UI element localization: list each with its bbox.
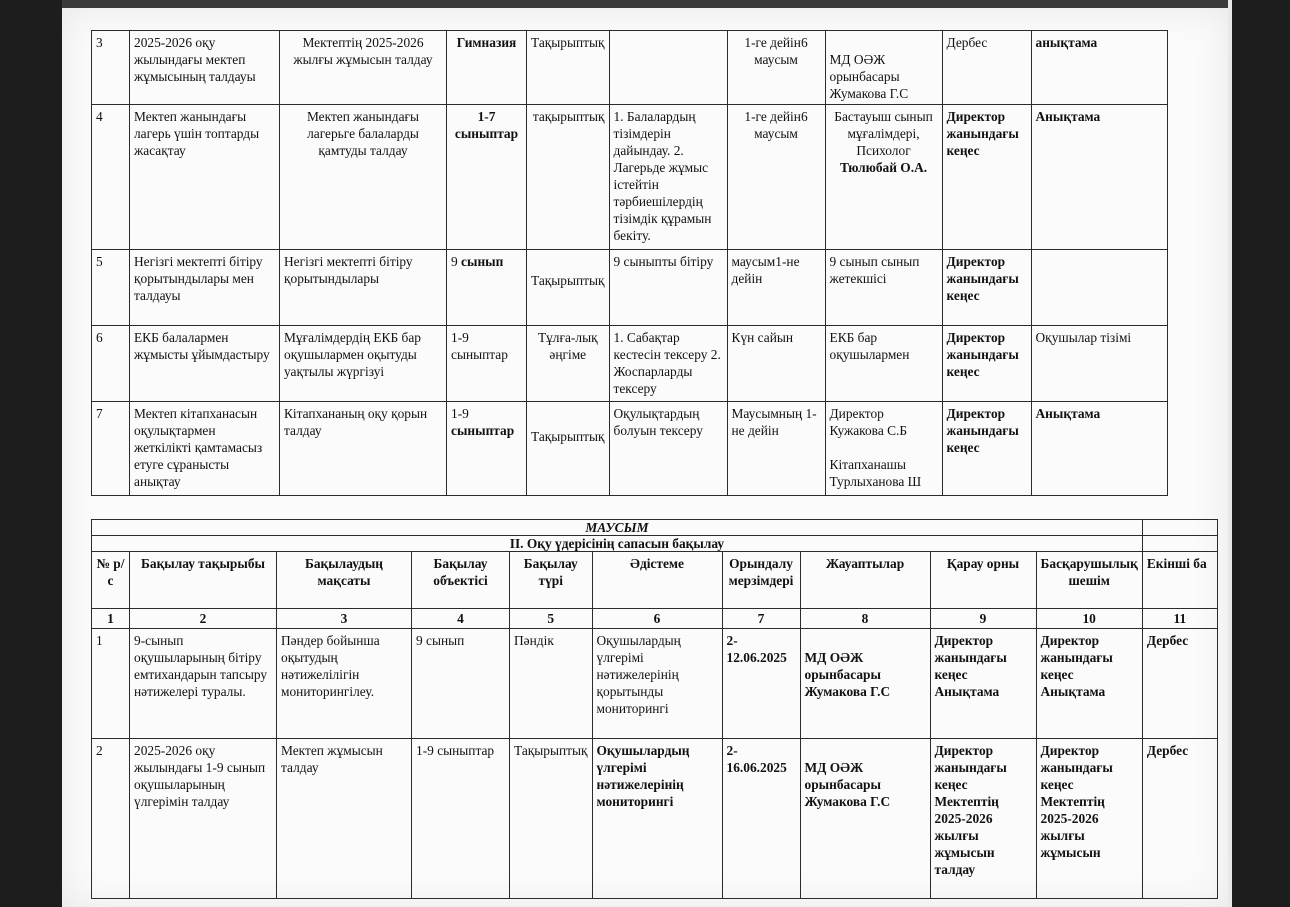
management-decision: Анықтама	[1031, 402, 1167, 496]
object-unit: сыныптар	[451, 423, 515, 438]
control-responsible	[825, 105, 942, 250]
review-place: Директор жанындағы кеңес	[942, 105, 1031, 250]
row-number: 6	[92, 326, 130, 402]
control-object: Гимназия	[447, 31, 527, 105]
object-number: 9	[451, 254, 462, 269]
control-method: Оқушылардың үлгерімі нәтижелерінің мониторингі	[592, 739, 722, 899]
control-topic: Мектеп жанындағы лагерь үшін топтарды жасақтау	[130, 105, 280, 250]
col-num: 2	[130, 609, 277, 629]
col-num: 11	[1142, 609, 1217, 629]
header-purpose: Бақылаудың мақсаты	[277, 552, 412, 609]
photo-top-edge	[62, 0, 1228, 8]
object-number: 1-9	[451, 406, 469, 421]
header-row	[92, 552, 1218, 609]
control-responsible: ЕКБ бар оқушылармен	[825, 326, 942, 402]
control-purpose: Кітапхананың оқу қорын талдау	[280, 402, 447, 496]
header-second: Екінші ба	[1142, 552, 1217, 609]
control-method: Оқушылардың үлгерімі нәтижелерінің қорытынды мониторингі	[592, 629, 722, 739]
control-deadline: 1-ге дейін6 маусым	[727, 105, 825, 250]
review-place: Дербес	[942, 31, 1031, 105]
header-responsible: Жауаптылар	[800, 552, 930, 609]
control-responsible: МД ОӘЖ орынбасары Жумакова Г.С	[800, 629, 930, 739]
control-purpose: Мектеп жанындағы лагерьге балаларды қамтуды талдау	[280, 105, 447, 250]
control-type: Тақырыптық	[527, 402, 610, 496]
control-method: 1. Балалардың тізімдерін дайындау. 2. Лагерьде жұмыс істейтін тәрбиешілердің тізімдік құрамын бекіту.	[609, 105, 727, 250]
responsible-text: Директор Кужакова С.Б	[829, 406, 908, 438]
review-place: Директор жанындағы кеңес Анықтама	[930, 629, 1036, 739]
control-object: 1-7 сыныптар	[447, 105, 527, 250]
control-responsible	[825, 402, 942, 496]
table-row	[92, 326, 1168, 402]
table-row	[92, 105, 1168, 250]
photo-right-edge	[1228, 0, 1232, 907]
header-deadline: Орындалу мерзімдері	[722, 552, 800, 609]
management-decision: Директор жанындағы кеңес Мектептің 2025-2026 жылғы жұмысын	[1036, 739, 1142, 899]
control-type: Тақырыптық	[510, 739, 593, 899]
col-num: 7	[722, 609, 800, 629]
column-number-row	[92, 609, 1218, 629]
management-decision	[1031, 250, 1167, 326]
review-place: Директор жанындағы кеңес	[942, 250, 1031, 326]
control-type: тақырыптық	[527, 105, 610, 250]
header-topic: Бақылау тақырыбы	[130, 552, 277, 609]
row-number: 7	[92, 402, 130, 496]
control-method: Оқулықтардың болуын тексеру	[609, 402, 727, 496]
control-topic: Мектеп кітапханасын оқулықтармен жеткілікті қамтамасыз етуге сұранысты анықтау	[130, 402, 280, 496]
col-num: 4	[412, 609, 510, 629]
control-deadline: 2-12.06.2025	[722, 629, 800, 739]
header-method: Әдістеме	[592, 552, 722, 609]
control-type: Тұлға-лық әңгіме	[527, 326, 610, 402]
row-number: 5	[92, 250, 130, 326]
col-num: 1	[92, 609, 130, 629]
responsible-text: Бастауыш сынып мұғалімдері, Психолог	[834, 109, 933, 158]
control-type: Пәндік	[510, 629, 593, 739]
control-object	[447, 250, 527, 326]
header-decision: Басқарушылық шешім	[1036, 552, 1142, 609]
col-num: 10	[1036, 609, 1142, 629]
control-object: 1-9 сыныптар	[447, 326, 527, 402]
management-decision: анықтама	[1031, 31, 1167, 105]
section-row-extra	[1142, 536, 1217, 552]
row-number: 2	[92, 739, 130, 899]
control-topic: 2025-2026 оқу жылындағы 1-9 сынып оқушыларының үлгерімін талдау	[130, 739, 277, 899]
management-decision: Директор жанындағы кеңес Анықтама	[1036, 629, 1142, 739]
col-num: 8	[800, 609, 930, 629]
col-num: 6	[592, 609, 722, 629]
header-number: № р/с	[92, 552, 130, 609]
librarian-text: Кітапханашы Турлыханова Ш	[829, 457, 922, 489]
header-place: Қарау орны	[930, 552, 1036, 609]
control-purpose: Мектеп жұмысын талдау	[277, 739, 412, 899]
review-place: Директор жанындағы кеңес Мектептің 2025-2026 жылғы жұмысын талдау	[930, 739, 1036, 899]
table-row	[92, 402, 1168, 496]
section-title: II. Оқу үдерісінің сапасын бақылау	[92, 536, 1143, 552]
review-place: Директор жанындағы кеңес	[942, 402, 1031, 496]
table-row	[92, 629, 1218, 739]
june-control-table	[91, 519, 1218, 899]
control-method: 1. Сабақтар кестесін тексеру 2. Жоспарларды тексеру	[609, 326, 727, 402]
control-deadline: 1-ге дейін6 маусым	[727, 31, 825, 105]
control-type: Тақырыптық	[527, 31, 610, 105]
control-responsible: МД ОӘЖ орынбасары Жумакова Г.С	[800, 739, 930, 899]
col-num: 3	[277, 609, 412, 629]
control-topic: 9-сынып оқушыларының бітіру емтихандарын тапсыру нәтижелері туралы.	[130, 629, 277, 739]
control-purpose: Пәндер бойынша оқытудың нәтижелілігін мониторингілеу.	[277, 629, 412, 739]
review-place: Директор жанындағы кеңес	[942, 326, 1031, 402]
col-num: 9	[930, 609, 1036, 629]
control-deadline: 2-16.06.2025	[722, 739, 800, 899]
second-control: Дербес	[1142, 739, 1217, 899]
control-object	[447, 402, 527, 496]
control-type: Тақырыптық	[527, 250, 610, 326]
header-type: Бақылау түрі	[510, 552, 593, 609]
control-method	[609, 31, 727, 105]
control-purpose: Мұғалімдердің ЕКБ бар оқушылармен оқытуды уақтылы жүргізуі	[280, 326, 447, 402]
row-number: 3	[92, 31, 130, 105]
management-decision: Анықтама	[1031, 105, 1167, 250]
control-responsible: МД ОӘЖ орынбасары Жумакова Г.С	[825, 31, 942, 105]
control-object: 9 сынып	[412, 629, 510, 739]
month-row	[92, 520, 1218, 536]
month-title: МАУСЫМ	[92, 520, 1143, 536]
control-topic: 2025-2026 оқу жылындағы мектеп жұмысының талдауы	[130, 31, 280, 105]
control-topic: ЕКБ балалармен жұмысты ұйымдастыру	[130, 326, 280, 402]
month-row-extra	[1142, 520, 1217, 536]
responsible-name: Тюлюбай О.А.	[839, 160, 928, 175]
table-row	[92, 739, 1218, 899]
control-deadline: маусым1-не дейін	[727, 250, 825, 326]
row-number: 4	[92, 105, 130, 250]
col-num: 5	[510, 609, 593, 629]
control-object: 1-9 сыныптар	[412, 739, 510, 899]
object-unit: сынып	[461, 254, 504, 269]
table-row	[92, 31, 1168, 105]
section-row	[92, 536, 1218, 552]
header-object: Бақылау объектісі	[412, 552, 510, 609]
document-page	[62, 8, 1228, 907]
control-purpose: Мектептің 2025-2026 жылғы жұмысын талдау	[280, 31, 447, 105]
second-control: Дербес	[1142, 629, 1217, 739]
management-decision: Оқушылар тізімі	[1031, 326, 1167, 402]
control-topic: Негізгі мектепті бітіру қорытындылары мен талдауы	[130, 250, 280, 326]
control-purpose: Негізгі мектепті бітіру қорытындылары	[280, 250, 447, 326]
control-deadline: Маусымның 1-не дейін	[727, 402, 825, 496]
control-deadline: Күн сайын	[727, 326, 825, 402]
table-row	[92, 250, 1168, 326]
control-responsible: 9 сынып сынып жетекшісі	[825, 250, 942, 326]
control-method: 9 сыныпты бітіру	[609, 250, 727, 326]
row-number: 1	[92, 629, 130, 739]
upper-plan-table	[91, 30, 1168, 496]
